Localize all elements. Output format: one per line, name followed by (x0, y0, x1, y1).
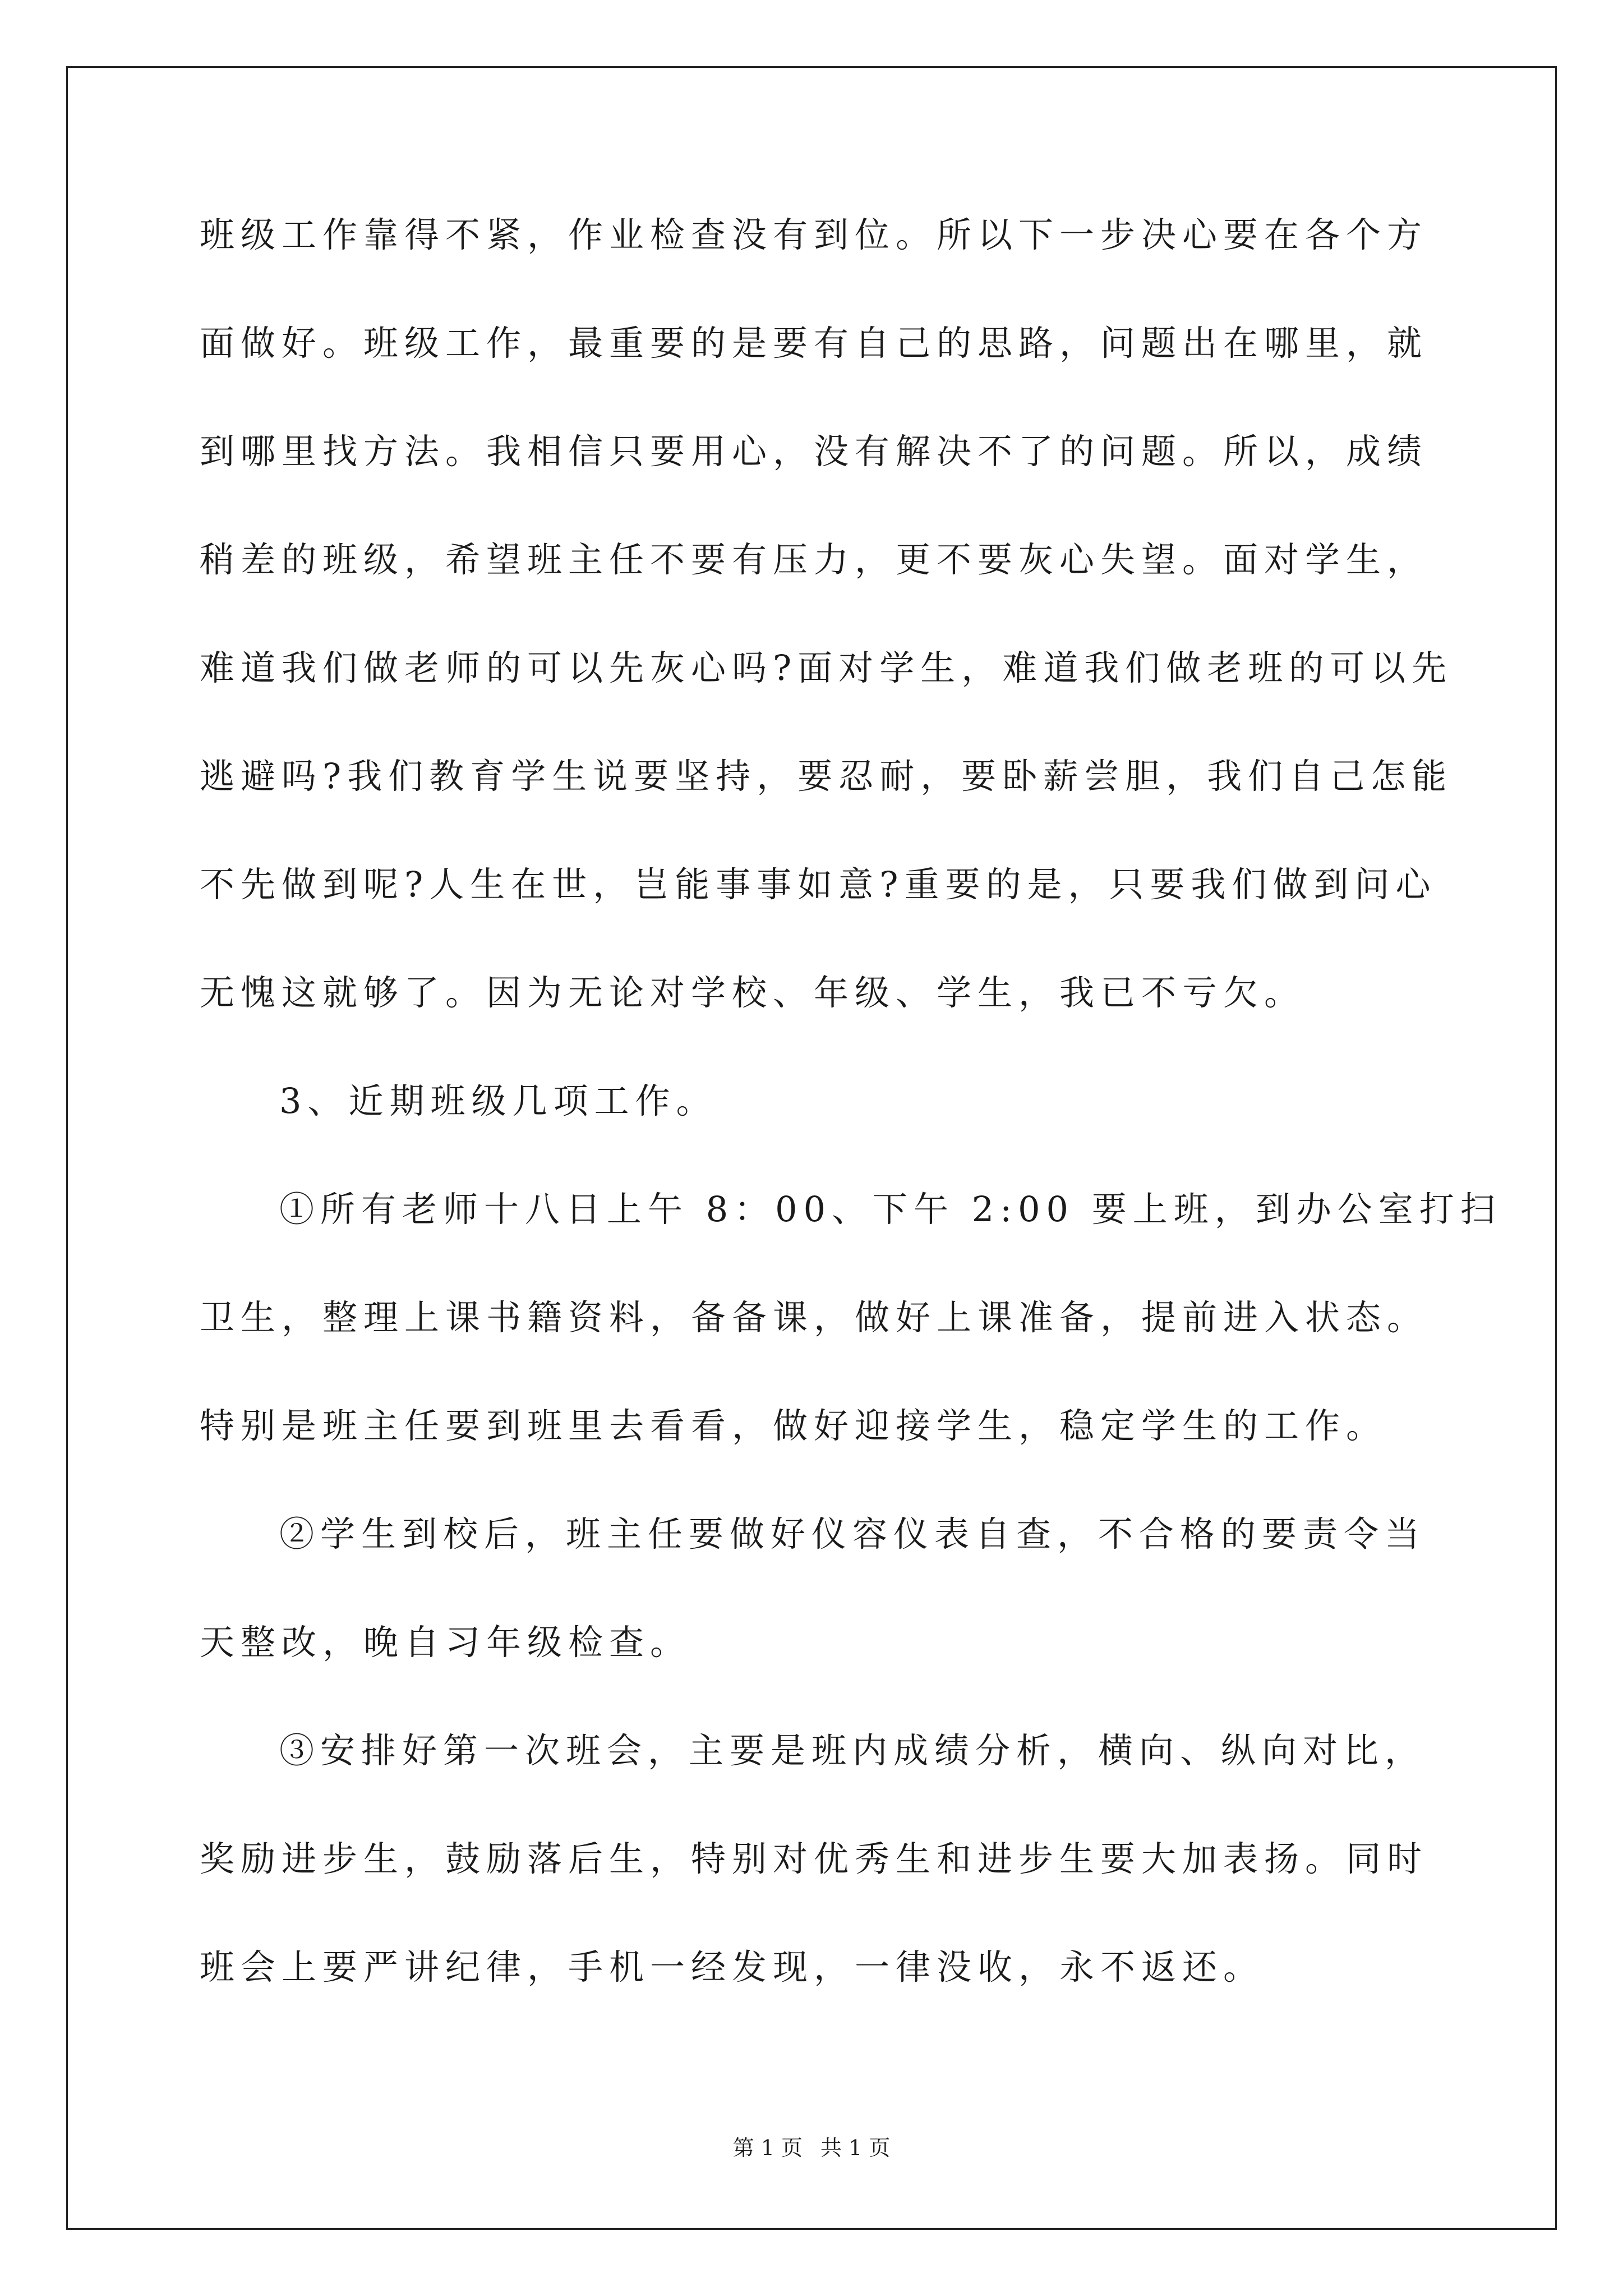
text-line: 不先做到呢?人生在世，岂能事事如意?重要的是，只要我们做到问心 (200, 864, 1437, 905)
text-line: 无愧这就够了。因为无论对学校、年级、学生，我已不亏欠。 (200, 972, 1306, 1013)
page-footer (0, 2131, 1623, 2161)
text-line: 逃避吗?我们教育学生说要坚持，要忍耐，要卧薪尝胆，我们自己怎能 (200, 756, 1453, 797)
text-line: 奖励进步生，鼓励落后生，特别对优秀生和进步生要大加表扬。同时 (200, 1838, 1428, 1879)
text-line: 班级工作靠得不紧，作业检查没有到位。所以下一步决心要在各个方 (200, 214, 1428, 255)
text-line: ③安排好第一次班会，主要是班内成绩分析，横向、纵向对比， (279, 1730, 1426, 1771)
text-line: 稍差的班级，希望班主任不要有压力，更不要灰心失望。面对学生， (200, 539, 1428, 580)
page-number: 第 1 页 (732, 2136, 803, 2160)
page-total: 共 1 页 (820, 2136, 891, 2160)
section-heading: 3、近期班级几项工作。 (279, 1080, 717, 1121)
text-line: ①所有老师十八日上午 8：00、下午 2:00 要上班，到办公室打扫 (279, 1189, 1501, 1230)
text-line: 到哪里找方法。我相信只要用心，没有解决不了的问题。所以，成绩 (200, 431, 1428, 472)
text-line: 特别是班主任要到班里去看看，做好迎接学生，稳定学生的工作。 (200, 1405, 1387, 1446)
document-body (200, 214, 1501, 2058)
text-line: 班会上要严讲纪律，手机一经发现，一律没收，永不返还。 (200, 1947, 1265, 1987)
text-line: 面做好。班级工作，最重要的是要有自己的思路，问题出在哪里，就 (200, 323, 1428, 364)
text-line: 难道我们做老师的可以先灰心吗?面对学生，难道我们做老班的可以先 (200, 647, 1453, 688)
text-line: 天整改，晚自习年级检查。 (200, 1622, 691, 1663)
text-line: 卫生，整理上课书籍资料，备备课，做好上课准备，提前进入状态。 (200, 1297, 1428, 1338)
text-line: ②学生到校后，班主任要做好仪容仪表自查，不合格的要责令当 (279, 1513, 1426, 1554)
